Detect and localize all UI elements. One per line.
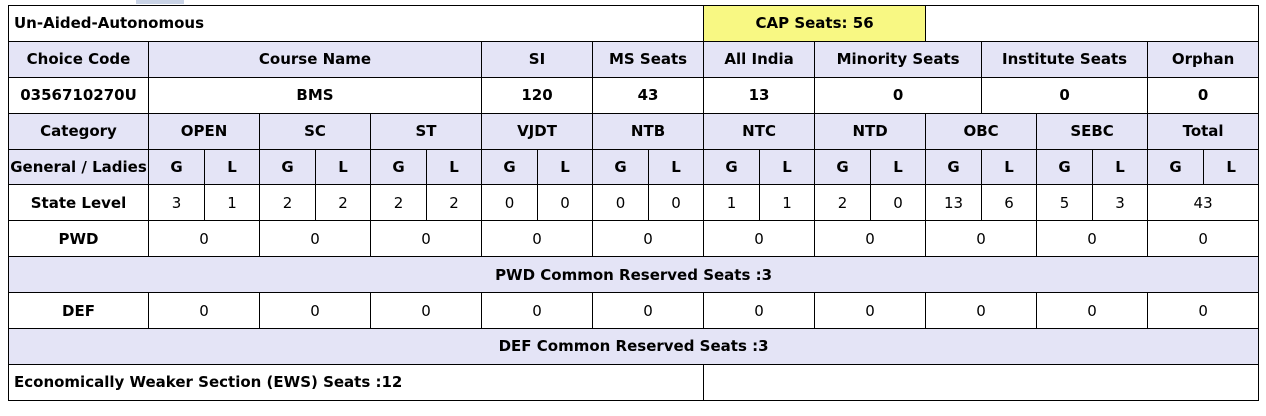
pwd-obc: 0 — [926, 221, 1037, 257]
ews-row — [9, 364, 1259, 400]
def-ntd: 0 — [815, 293, 926, 329]
pwd-ntc: 0 — [704, 221, 815, 257]
category-ntd: NTD — [815, 113, 926, 149]
pwd-common-row — [9, 257, 1259, 293]
all-india-header: All India — [704, 41, 815, 77]
ntb-g-header: G — [593, 149, 649, 185]
category-label: Category — [9, 113, 149, 149]
ews-blank — [704, 364, 1259, 400]
ntd-g-header: G — [815, 149, 871, 185]
tab-indicator — [136, 0, 184, 4]
category-obc: OBC — [926, 113, 1037, 149]
total-g-header: G — [1148, 149, 1204, 185]
state-sc-g: 2 — [260, 185, 316, 221]
state-st-g: 2 — [371, 185, 427, 221]
category-open: OPEN — [149, 113, 260, 149]
def-ntb: 0 — [593, 293, 704, 329]
def-obc: 0 — [926, 293, 1037, 329]
state-total: 43 — [1148, 185, 1259, 221]
summary-header-row — [9, 41, 1259, 77]
orphan-value: 0 — [1148, 77, 1259, 113]
state-level-row — [9, 185, 1259, 221]
def-common-row — [9, 329, 1259, 365]
pwd-sebc: 0 — [1037, 221, 1148, 257]
state-ntc-l: 1 — [760, 185, 815, 221]
ntb-l-header: L — [649, 149, 704, 185]
category-header-row — [9, 113, 1259, 149]
course-name-header: Course Name — [149, 41, 482, 77]
state-obc-l: 6 — [982, 185, 1037, 221]
state-level-label: State Level — [9, 185, 149, 221]
obc-l-header: L — [982, 149, 1037, 185]
blank-cell — [926, 6, 1259, 42]
institute-type: Un-Aided-Autonomous — [9, 6, 704, 42]
sc-l-header: L — [316, 149, 371, 185]
ews-seats: Economically Weaker Section (EWS) Seats :12 — [9, 364, 704, 400]
course-name-value: BMS — [149, 77, 482, 113]
pwd-vjdt: 0 — [482, 221, 593, 257]
open-g-header: G — [149, 149, 205, 185]
state-sebc-l: 3 — [1093, 185, 1148, 221]
vjdt-l-header: L — [538, 149, 593, 185]
state-open-l: 1 — [205, 185, 260, 221]
ntc-g-header: G — [704, 149, 760, 185]
summary-value-row — [9, 77, 1259, 113]
orphan-header: Orphan — [1148, 41, 1259, 77]
pwd-sc: 0 — [260, 221, 371, 257]
def-ntc: 0 — [704, 293, 815, 329]
state-vjdt-g: 0 — [482, 185, 538, 221]
state-ntd-g: 2 — [815, 185, 871, 221]
state-obc-g: 13 — [926, 185, 982, 221]
state-vjdt-l: 0 — [538, 185, 593, 221]
def-total: 0 — [1148, 293, 1259, 329]
state-ntb-g: 0 — [593, 185, 649, 221]
all-india-value: 13 — [704, 77, 815, 113]
ms-seats-value: 43 — [593, 77, 704, 113]
def-vjdt: 0 — [482, 293, 593, 329]
state-open-g: 3 — [149, 185, 205, 221]
category-total: Total — [1148, 113, 1259, 149]
vjdt-g-header: G — [482, 149, 538, 185]
pwd-open: 0 — [149, 221, 260, 257]
category-ntc: NTC — [704, 113, 815, 149]
si-header: SI — [482, 41, 593, 77]
category-vjdt: VJDT — [482, 113, 593, 149]
gender-header-row — [9, 149, 1259, 185]
pwd-total: 0 — [1148, 221, 1259, 257]
ntc-l-header: L — [760, 149, 815, 185]
def-open: 0 — [149, 293, 260, 329]
category-st: ST — [371, 113, 482, 149]
pwd-label: PWD — [9, 221, 149, 257]
def-st: 0 — [371, 293, 482, 329]
state-sebc-g: 5 — [1037, 185, 1093, 221]
sc-g-header: G — [260, 149, 316, 185]
pwd-ntd: 0 — [815, 221, 926, 257]
st-g-header: G — [371, 149, 427, 185]
def-row — [9, 293, 1259, 329]
pwd-row — [9, 221, 1259, 257]
cap-seats: CAP Seats: 56 — [704, 6, 926, 42]
def-sebc: 0 — [1037, 293, 1148, 329]
ntd-l-header: L — [871, 149, 926, 185]
state-ntc-g: 1 — [704, 185, 760, 221]
open-l-header: L — [205, 149, 260, 185]
seat-matrix-table — [8, 5, 1259, 401]
pwd-ntb: 0 — [593, 221, 704, 257]
total-l-header: L — [1204, 149, 1259, 185]
category-ntb: NTB — [593, 113, 704, 149]
minority-seats-header: Minority Seats — [815, 41, 982, 77]
category-sebc: SEBC — [1037, 113, 1148, 149]
choice-code-value: 0356710270U — [9, 77, 149, 113]
state-sc-l: 2 — [316, 185, 371, 221]
def-label: DEF — [9, 293, 149, 329]
pwd-st: 0 — [371, 221, 482, 257]
def-common-reserved: DEF Common Reserved Seats :3 — [9, 329, 1259, 365]
sebc-g-header: G — [1037, 149, 1093, 185]
category-sc: SC — [260, 113, 371, 149]
institute-seats-value: 0 — [982, 77, 1148, 113]
gender-label: General / Ladies — [9, 149, 149, 185]
state-ntd-l: 0 — [871, 185, 926, 221]
choice-code-header: Choice Code — [9, 41, 149, 77]
obc-g-header: G — [926, 149, 982, 185]
institute-seats-header: Institute Seats — [982, 41, 1148, 77]
state-ntb-l: 0 — [649, 185, 704, 221]
def-sc: 0 — [260, 293, 371, 329]
state-st-l: 2 — [427, 185, 482, 221]
st-l-header: L — [427, 149, 482, 185]
minority-seats-value: 0 — [815, 77, 982, 113]
pwd-common-reserved: PWD Common Reserved Seats :3 — [9, 257, 1259, 293]
si-value: 120 — [482, 77, 593, 113]
type-row — [9, 6, 1259, 42]
sebc-l-header: L — [1093, 149, 1148, 185]
ms-seats-header: MS Seats — [593, 41, 704, 77]
